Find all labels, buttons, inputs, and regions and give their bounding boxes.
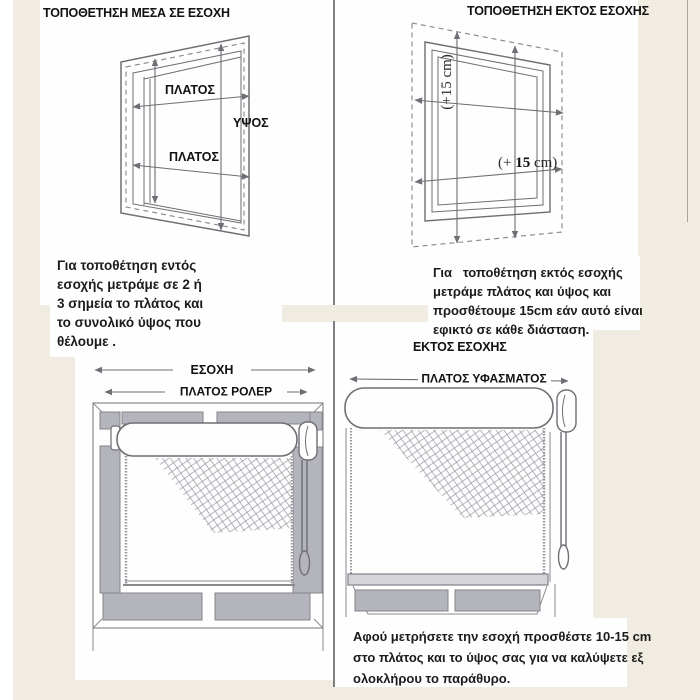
title-inside-recess: ΤΟΠΟΘΕΤΗΣΗ ΜΕΣΑ ΣΕ ΕΣΟΧΗ (43, 6, 230, 20)
fabric-width-measure-arrow (350, 370, 568, 386)
label-recess: ΕΣΟΧΗ (190, 363, 234, 377)
instruction-line: Αφού μετρήσετε την εσοχή προσθέστε 10-15 cm (353, 629, 652, 644)
instruction-line: 3 σημεία το πλάτος και (57, 296, 204, 311)
left-page-margin (0, 0, 13, 700)
title-outside-recess-small: ΕΚΤΟΣ ΕΣΟΧΗΣ (413, 340, 507, 354)
instruction-line: θέλουμε . (57, 334, 117, 349)
diagram-roller-inside-recess (75, 322, 334, 680)
instructions-outside-recess (428, 256, 643, 337)
chain (559, 432, 569, 569)
label-roller-width: ΠΛΑΤΟΣ ΡΟΛΕΡ (179, 384, 273, 399)
roller-width-measure-arrow (105, 383, 307, 399)
label-width-plus-15cm: (+ 15 cm) (498, 155, 558, 171)
blind-fabric (348, 428, 548, 585)
roller-tube (111, 422, 317, 460)
label-width-lower: ΠΛΑΤΟΣ (169, 150, 219, 164)
blind-fabric (123, 456, 295, 585)
label-height: ΥΨΟΣ (233, 116, 269, 130)
title-outside-recess: ΤΟΠΟΘΕΤΗΣΗ ΕΚΤΟΣ ΕΣΟΧΗΣ (467, 4, 649, 18)
instruction-line: προσθέτουμε 15cm εάν αυτό είναι (433, 303, 643, 318)
instruction-line: Για τοποθέτηση εντός (57, 258, 197, 273)
window-frame-perspective (121, 36, 249, 236)
instruction-line: στο πλάτος και το ύψος σας για να καλύψετε εξ (353, 650, 644, 665)
instruction-line: εσοχής μετράμε σε 2 ή (57, 277, 202, 292)
label-width-upper: ΠΛΑΤΟΣ (165, 83, 215, 97)
instruction-line: το συνολικό ύψος που (57, 315, 201, 330)
label-height-plus-15cm: (+15 cm) (439, 54, 455, 110)
instruction-line: μετράμε πλάτος και ύψος και (433, 284, 612, 299)
instruction-line: Για τοποθέτηση εκτός εσοχής (433, 265, 623, 280)
diagram-roller-outside-recess (335, 322, 593, 622)
instruction-line: εφικτό σε κάθε διάσταση. (433, 322, 590, 337)
window-frame-perspective (412, 23, 562, 247)
page-right-edge-line (687, 0, 688, 222)
instruction-line: ολοκλήρου το παράθυρο. (353, 671, 511, 686)
bottom-bar (348, 574, 548, 585)
instructions-final (335, 618, 652, 687)
recess-sill-walls (355, 590, 540, 611)
roller-tube (345, 388, 576, 432)
label-fabric-width: ΠΛΑΤΟΣ ΥΦΑΣΜΑΤΟΣ (421, 371, 547, 386)
